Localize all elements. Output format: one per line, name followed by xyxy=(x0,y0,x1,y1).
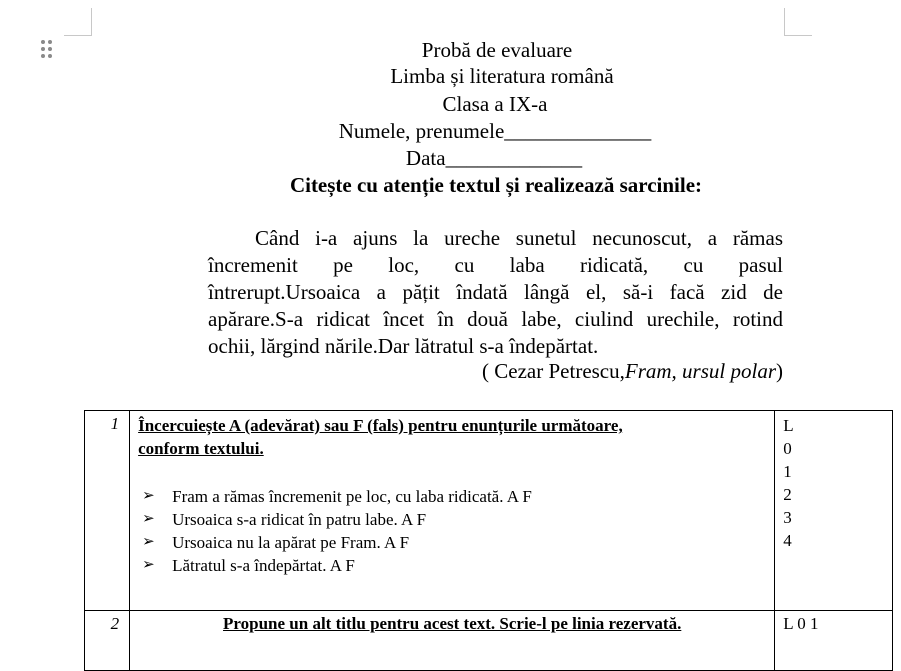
task-instruction: Propune un alt titlu pentru acest text. Scrie-l pe linia rezervată. xyxy=(223,614,682,633)
class-line: Clasa a IX-a xyxy=(442,92,548,116)
points-scale: L 0 1 xyxy=(775,611,893,671)
instruction-heading: Citește cu atenție textul și realizează sarcinile: xyxy=(289,173,703,197)
date-line xyxy=(0,146,901,171)
passage-line: apărare.S-a ridicat încet în două labe, ciulind urechile, rotind xyxy=(208,307,783,331)
citation-work: Fram, ursul polar xyxy=(624,359,776,383)
name-blank[interactable]: ______________ xyxy=(504,119,652,143)
list-item: ➢ Ursoaica nu la apărat pe Fram. A F xyxy=(142,533,410,552)
statement-list xyxy=(138,485,774,577)
name-line xyxy=(0,119,901,144)
crop-mark-left-horizontal xyxy=(64,35,92,36)
arrowhead-bullet-icon: ➢ xyxy=(142,557,155,573)
passage-line: Când i-a ajuns la ureche sunetul necunoscut, a rămas xyxy=(255,226,783,250)
task-number: 2 xyxy=(85,611,130,671)
list-item: ➢ Ursoaica s-a ridicat în patru labe. A F xyxy=(142,510,427,529)
arrowhead-bullet-icon: ➢ xyxy=(142,488,155,504)
task-content xyxy=(130,611,775,671)
task-number: 1 xyxy=(85,411,130,611)
subject-line: Limba și literatura română xyxy=(390,64,614,88)
arrowhead-bullet-icon: ➢ xyxy=(142,511,155,527)
list-item: ➢ Fram a rămas încremenit pe loc, cu laba ridicată. A F xyxy=(142,487,532,506)
crop-mark-left-vertical xyxy=(91,8,92,35)
name-label: Numele, prenumele xyxy=(338,119,505,143)
passage-line: ochii, lărgind nările.Dar lătratul s-a îndepărtat. xyxy=(208,334,599,358)
crop-mark-right-vertical xyxy=(784,8,785,35)
passage-citation: ( Cezar Petrescu,Fram, ursul polar) xyxy=(482,359,783,383)
task-content xyxy=(130,411,775,611)
date-label: Data xyxy=(405,146,446,170)
passage-line: încremenit pe loc, cu laba ridicată, cu pasul xyxy=(208,253,783,277)
task-instruction: Încercuiește A (adevărat) sau F (fals) pentru enunțurile următoare, conform textului. xyxy=(138,416,623,458)
test-title: Probă de evaluare xyxy=(421,38,573,62)
table-row xyxy=(85,611,893,671)
arrowhead-bullet-icon: ➢ xyxy=(142,534,155,550)
passage-line: întrerupt.Ursoaica a pățit îndată lângă el, să-i facă zid de xyxy=(208,280,783,304)
date-blank[interactable]: _____________ xyxy=(445,146,583,170)
table-row xyxy=(85,411,893,611)
reading-passage xyxy=(208,225,783,360)
crop-mark-right-horizontal xyxy=(784,35,812,36)
task-table xyxy=(84,410,893,671)
list-item: ➢ Lătratul s-a îndepărtat. A F xyxy=(142,556,355,575)
points-scale: L 0 1 2 3 4 xyxy=(775,411,893,611)
